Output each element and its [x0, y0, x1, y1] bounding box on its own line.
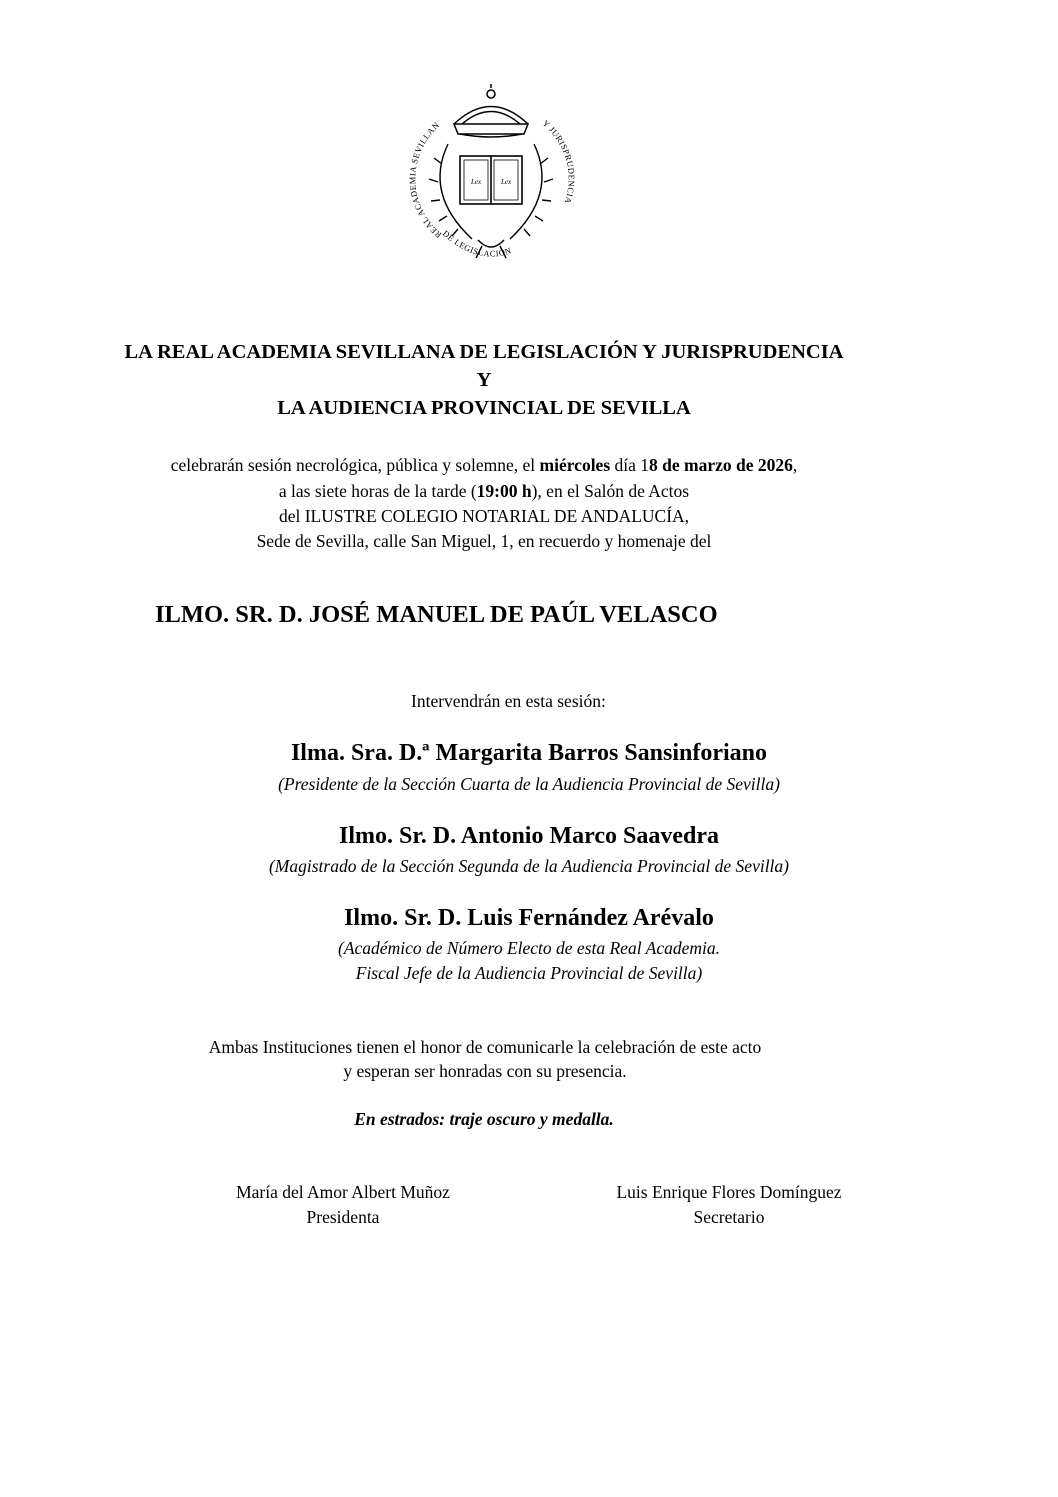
svg-text:Lex: Lex — [470, 178, 482, 186]
signatory-title: Secretario — [693, 1207, 765, 1227]
signatory-name: Luis Enrique Flores Domínguez — [616, 1182, 842, 1202]
announcement-time: 19:00 h — [476, 481, 532, 501]
speaker-name: Ilmo. Sr. D. Antonio Marco Saavedra — [338, 823, 719, 849]
heading-line-2: Y — [476, 369, 492, 391]
speaker-name: Ilma. Sra. D.ª Margarita Barros Sansinforiano — [290, 740, 768, 766]
announcement-day: miércoles — [539, 455, 611, 475]
signatory-title: Presidenta — [306, 1207, 380, 1227]
announcement-line-1 — [0, 455, 968, 476]
svg-text:Lex: Lex — [500, 178, 512, 186]
svg-text:REAL ACADEMIA SEVILLANA: REAL ACADEMIA SEVILLAN — [407, 119, 444, 241]
academy-seal-icon — [402, 84, 580, 274]
announcement-text: ), en el Salón de Actos — [531, 481, 690, 501]
svg-text:Y JURISPRUDENCIA: Y JURISPRUDENCIA — [540, 117, 577, 206]
announcement-line-4: Sede de Sevilla, calle San Miguel, 1, en recuerdo y homenaje del — [256, 531, 712, 551]
announcement-line-3: del ILUSTRE COLEGIO NOTARIAL DE ANDALUCÍA, — [278, 506, 690, 526]
speaker-role: (Académico de Número Electo de esta Real Academia. — [338, 938, 720, 958]
honoree-name: ILMO. SR. D. JOSÉ MANUEL DE PAÚL VELASCO — [155, 601, 718, 628]
signatory-name: María del Amor Albert Muñoz — [236, 1182, 450, 1202]
announcement-line-2 — [0, 481, 968, 502]
speaker-role: (Magistrado de la Sección Segunda de la Audiencia Provincial de Sevilla) — [268, 856, 789, 876]
speaker-role: (Presidente de la Sección Cuarta de la Audiencia Provincial de Sevilla) — [278, 774, 780, 794]
closing-line-2: y esperan ser honradas con su presencia. — [343, 1061, 627, 1081]
announcement-date: 8 de marzo de 2026 — [649, 455, 793, 475]
speakers-intro: Intervendrán en esta sesión: — [411, 691, 606, 711]
heading-line-1: LA REAL ACADEMIA SEVILLANA DE LEGISLACIÓN Y JURISPRUDENCIA — [124, 341, 844, 363]
heading-line-3: LA AUDIENCIA PROVINCIAL DE SEVILLA — [277, 397, 691, 419]
closing-line-1: Ambas Instituciones tienen el honor de comunicarle la celebración de este acto — [208, 1037, 762, 1057]
announcement-text: a las siete horas de la tarde ( — [278, 481, 477, 501]
announcement-text: día 1 — [610, 455, 650, 475]
speaker-name: Ilmo. Sr. D. Luis Fernández Arévalo — [344, 905, 714, 931]
svg-text:DE LEGISLACIÓN: DE LEGISLACIÓN — [440, 228, 513, 259]
announcement-text: , — [792, 455, 798, 475]
announcement-text: celebrarán sesión necrológica, pública y solemne, el — [170, 455, 540, 475]
dress-code: En estrados: traje oscuro y medalla. — [354, 1109, 614, 1129]
speaker-role-line-2: Fiscal Jefe de la Audiencia Provincial de Sevilla) — [355, 963, 703, 983]
